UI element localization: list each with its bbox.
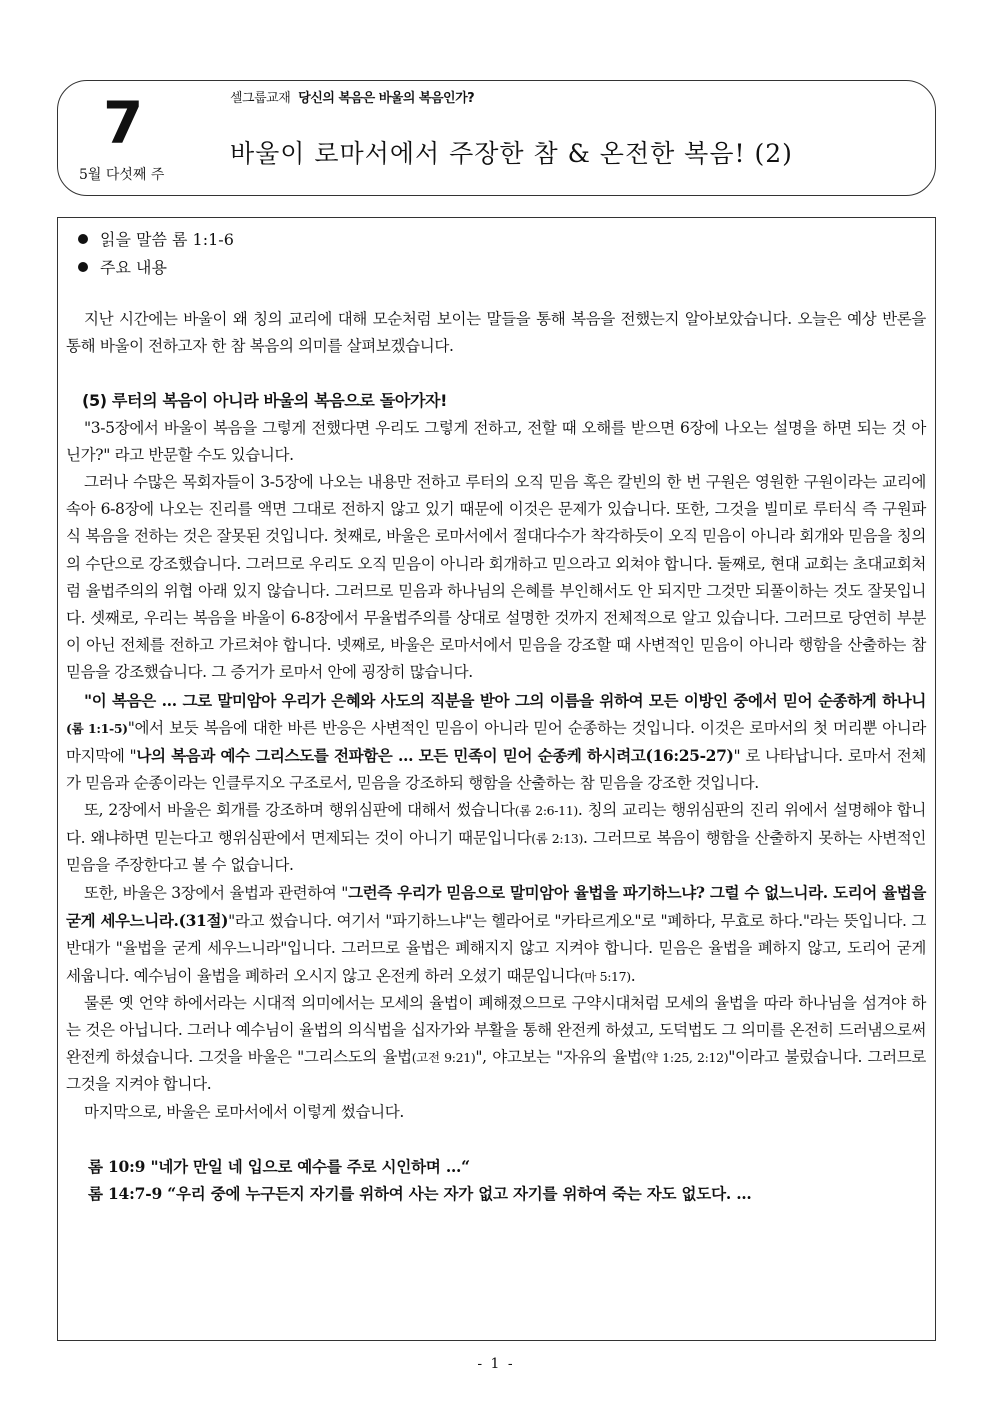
week-label: 5월 다섯째 주 <box>79 167 165 183</box>
reference: (롬 1:1-5) <box>66 720 128 736</box>
bullet-main <box>78 254 234 282</box>
text: . 그러므로 복음이 행함을 산출하지 못하는 사변적인 믿음을 주장한다고 볼 수 없습니다. <box>66 828 927 874</box>
paragraph-4 <box>66 797 926 879</box>
text: "라고 썼습니다. 여기서 "파기하느냐"는 헬라어로 "카타르게오"로 "폐하다, 무효로 하다."라는 뜻입니다. 그 반대가 "율법을 굳게 세우느니라"입니다. 그러므로 율법은 폐해지지 않고 지켜야 합니다. 믿음은 율법을 폐하지 않고, 도리어 굳게 세웁니다. 예수님이 율법을 폐하러 오시지 않고 온전케 하러 오셨기 때문입니다 <box>66 912 926 985</box>
bullet-icon <box>78 234 88 244</box>
page-title: 바울이 로마서에서 주장한 참 & 온전한 복음! (2) <box>230 139 793 168</box>
paragraph-5 <box>66 879 926 990</box>
paragraph-7: 마지막으로, 바울은 로마서에서 이렇게 썼습니다. <box>84 1102 404 1121</box>
text: "에서 보듯 복음에 대한 바른 반응은 사변적인 믿음이 아니라 믿어 순종하는 것입니다. 이것은 로마서의 첫 머리뿐 아니라 마지막에 " <box>66 718 926 766</box>
quote-bold-1: "이 복음은 … 그로 말미암아 우리가 은혜와 사도의 직분을 받아 그의 이름을 위하여 모든 이방인 중에서 믿어 순종하게 하나니 <box>84 690 926 710</box>
reference: (롬 2:13) <box>531 830 583 846</box>
paragraph-2: 그러나 수많은 목회자들이 3-5장에 나오는 내용만 전하고 루터의 오직 믿음 혹은 칼빈의 한 번 구원은 영원한 구원이라는 교리에 속아 6-8장에 나오는 진리를 액면 그대로 전하지 않고 있기 때문에 이것은 문제가 있습니다. 또한, 그것을 빌미로 루터식 즉 구원파식 복음을 전하는 것은 잘못된 것입니다. 첫째로, 바울은 로마서에서 절대다수가 착각하듯이 오직 믿음이 아니라 회개와 믿음을 칭의의 수단으로 강조했습니다. 그러므로 우리도 오직 믿음이 아니라 회개하고 믿으라고 외쳐야 합니다. 둘째로, 현대 교회는 초대교회처럼 율법주의의 위협 아래 있지 않습니다. 그러므로 믿음과 하나님의 은혜를 부인해서도 안 되지만 그것만 되풀이하는 것도 잘못입니다. 셋째로, 우리는 복음을 바울이 6-8장에서 무율법주의를 상대로 설명한 것까지 전체적으로 알고 있습니다. 그러므로 당연히 부분이 아닌 전체를 전하고 가르쳐야 합니다. 넷째로, 바울은 로마서에서 믿음을 강조할 때 사변적인 믿음이 아니라 행함을 산출하는 참 믿음을 강조했습니다. 그 증거가 로마서 안에 굉장히 많습니다. <box>66 473 926 682</box>
reading-text: 읽을 말씀 롬 1:1-6 <box>100 230 234 249</box>
series-label <box>230 90 474 108</box>
verse-2: 롬 14:7-9 “우리 중에 누구든지 자기를 위하여 사는 자가 없고 자기를 위하여 죽는 자도 없도다. … <box>88 1184 752 1204</box>
text: 또한, 바울은 3장에서 율법과 관련하여 " <box>84 884 349 903</box>
series-title: 당신의 복음은 바울의 복음인가? <box>298 91 475 106</box>
paragraph-3 <box>66 687 926 798</box>
text: 물론 옛 언약 하에서라는 시대적 의미에서는 모세의 율법이 폐해졌으므로 구약시대처럼 모세의 율법을 따라 하나님을 섬겨야 하는 것은 아닙니다. 그러나 예수님이 율법의 의식법을 십자가와 부활을 통해 완전케 하셨고, 도덕법도 그 의미를 온전히 드러냄으로써 완전케 하셨습니다. 그것을 바울은 "그리스도의 율법 <box>66 993 926 1067</box>
text: . 칭의 교리는 행위심판의 진리 위에서 설명해야 합니다. 왜냐하면 믿는다고 행위심판에서 면제되는 것이 아니기 때문입니다 <box>66 801 926 847</box>
text: "이라고 불렀습니다. 그러므로 그것을 지켜야 합니다. <box>66 1048 926 1094</box>
reference: (마 5:17) <box>579 968 631 984</box>
reference: (고전 9:21) <box>411 1050 476 1066</box>
quote-bold: 그런즉 우리가 믿음으로 말미암아 율법을 파기하느냐? 그럴 수 없느니라. 도리어 율법을 굳게 세우느니라.(31절) <box>66 883 926 931</box>
page-number: - 1 - <box>477 1356 515 1372</box>
section-heading: (5) 루터의 복음이 아니라 바울의 복음으로 돌아가자! <box>82 391 448 411</box>
text: " 로 나타납니다. 로마서 전체가 믿음과 순종이라는 인클루지오 구조로서, 믿음을 강조하되 행함을 산출하는 참 믿음을 강조한 것입니다. <box>66 747 926 793</box>
lesson-number: 7 <box>103 89 144 157</box>
text: . <box>630 966 636 985</box>
text: 또, 2장에서 바울은 회개를 강조하며 행위심판에 대해서 썼습니다 <box>84 801 515 820</box>
intro-paragraph: 지난 시간에는 바울이 왜 칭의 교리에 대해 모순처럼 보이는 말들을 통해 복음을 전했는지 알아보았습니다. 오늘은 예상 반론을 통해 바울이 전하고자 한 참 복음의 의미를 살펴보겠습니다. <box>66 310 926 356</box>
bullet-list <box>78 226 234 282</box>
verse-1: 롬 10:9 "네가 만일 네 입으로 예수를 주로 시인하며 …“ <box>88 1156 470 1176</box>
paragraph-6 <box>66 990 926 1099</box>
body-text <box>66 306 926 1207</box>
bullet-icon <box>78 262 88 272</box>
main-text: 주요 내용 <box>100 258 167 277</box>
quote-bold-2: 나의 복음과 예수 그리스도를 전파함은 … 모든 민족이 믿어 순종케 하시려고(16:25-27) <box>136 746 734 766</box>
text: ", 야고보는 "자유의 율법 <box>475 1048 642 1067</box>
series-name: 셀그룹교재 <box>230 91 291 106</box>
bullet-reading <box>78 226 234 254</box>
reference: (약 1:25, 2:12) <box>641 1050 729 1066</box>
spacer <box>66 1126 926 1153</box>
reference: (롬 2:6-11) <box>514 803 578 819</box>
spacer <box>66 360 926 387</box>
paragraph-1: "3-5장에서 바울이 복음을 그렇게 전했다면 우리도 그렇게 전하고, 전할 때 오해를 받으면 6장에 나오는 설명을 하면 되는 것 아닌가?" 라고 반문할 수도 있습니다. <box>66 418 926 464</box>
